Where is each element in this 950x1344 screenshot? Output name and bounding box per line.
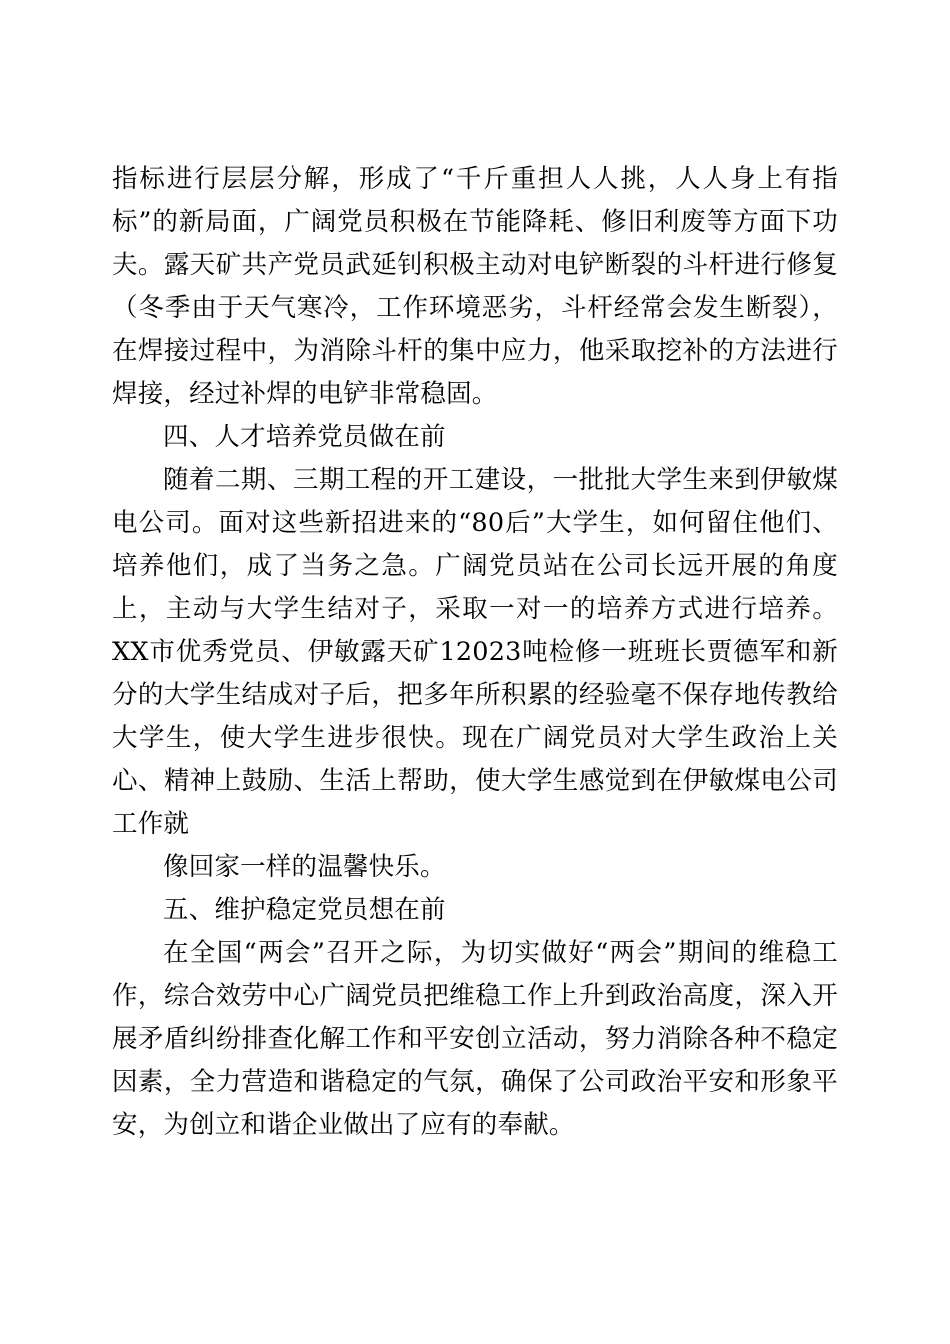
paragraph-4: 在全国“两会”召开之际，为切实做好“两会”期间的维稳工作，综合效劳中心广阔党员把维稳工作上升到政治高度，深入开展矛盾纠纷排查化解工作和平安创立活动，努力消除各种不稳定因素，全力营造和谐稳定的气氛，确保了公司政治平安和形象平安，为创立和谐企业做出了应有的奉献。	[112, 938, 838, 1140]
document-body	[112, 158, 838, 1147]
paragraph-1: 指标进行层层分解，形成了“千斤重担人人挑，人人身上有指标”的新局面，广阔党员积极在节能降耗、修旧利废等方面下功夫。露天矿共产党员武延钊积极主动对电铲断裂的斗杆进行修复（冬季由于天气寒冷，工作环境恶劣，斗杆经常会发生断裂），在焊接过程中，为消除斗杆的集中应力，他采取挖补的方法进行焊接，经过补焊的电铲非常稳固。	[112, 164, 838, 409]
section-heading-four: 四、人才培养党员做在前	[163, 422, 446, 452]
paragraph-2: 随着二期、三期工程的开工建设，一批批大学生来到伊敏煤电公司。面对这些新招进来的“80后”大学生，如何留住他们、培养他们，成了当务之急。广阔党员站在公司长远开展的角度上，主动与大学生结对子，采取一对一的培养方式进行培养。XX市优秀党员、伊敏露天矿12023吨检修一班班长贾德军和新分的大学生结成对子后，把多年所积累的经验毫不保存地传教给大学生，使大学生进步很快。现在广阔党员对大学生政治上关心、精神上鼓励、生活上帮助，使大学生感觉到在伊敏煤电公司工作就	[112, 465, 838, 839]
paragraph-3: 像回家一样的温馨快乐。	[163, 852, 446, 882]
section-heading-five: 五、维护稳定党员想在前	[163, 895, 446, 925]
